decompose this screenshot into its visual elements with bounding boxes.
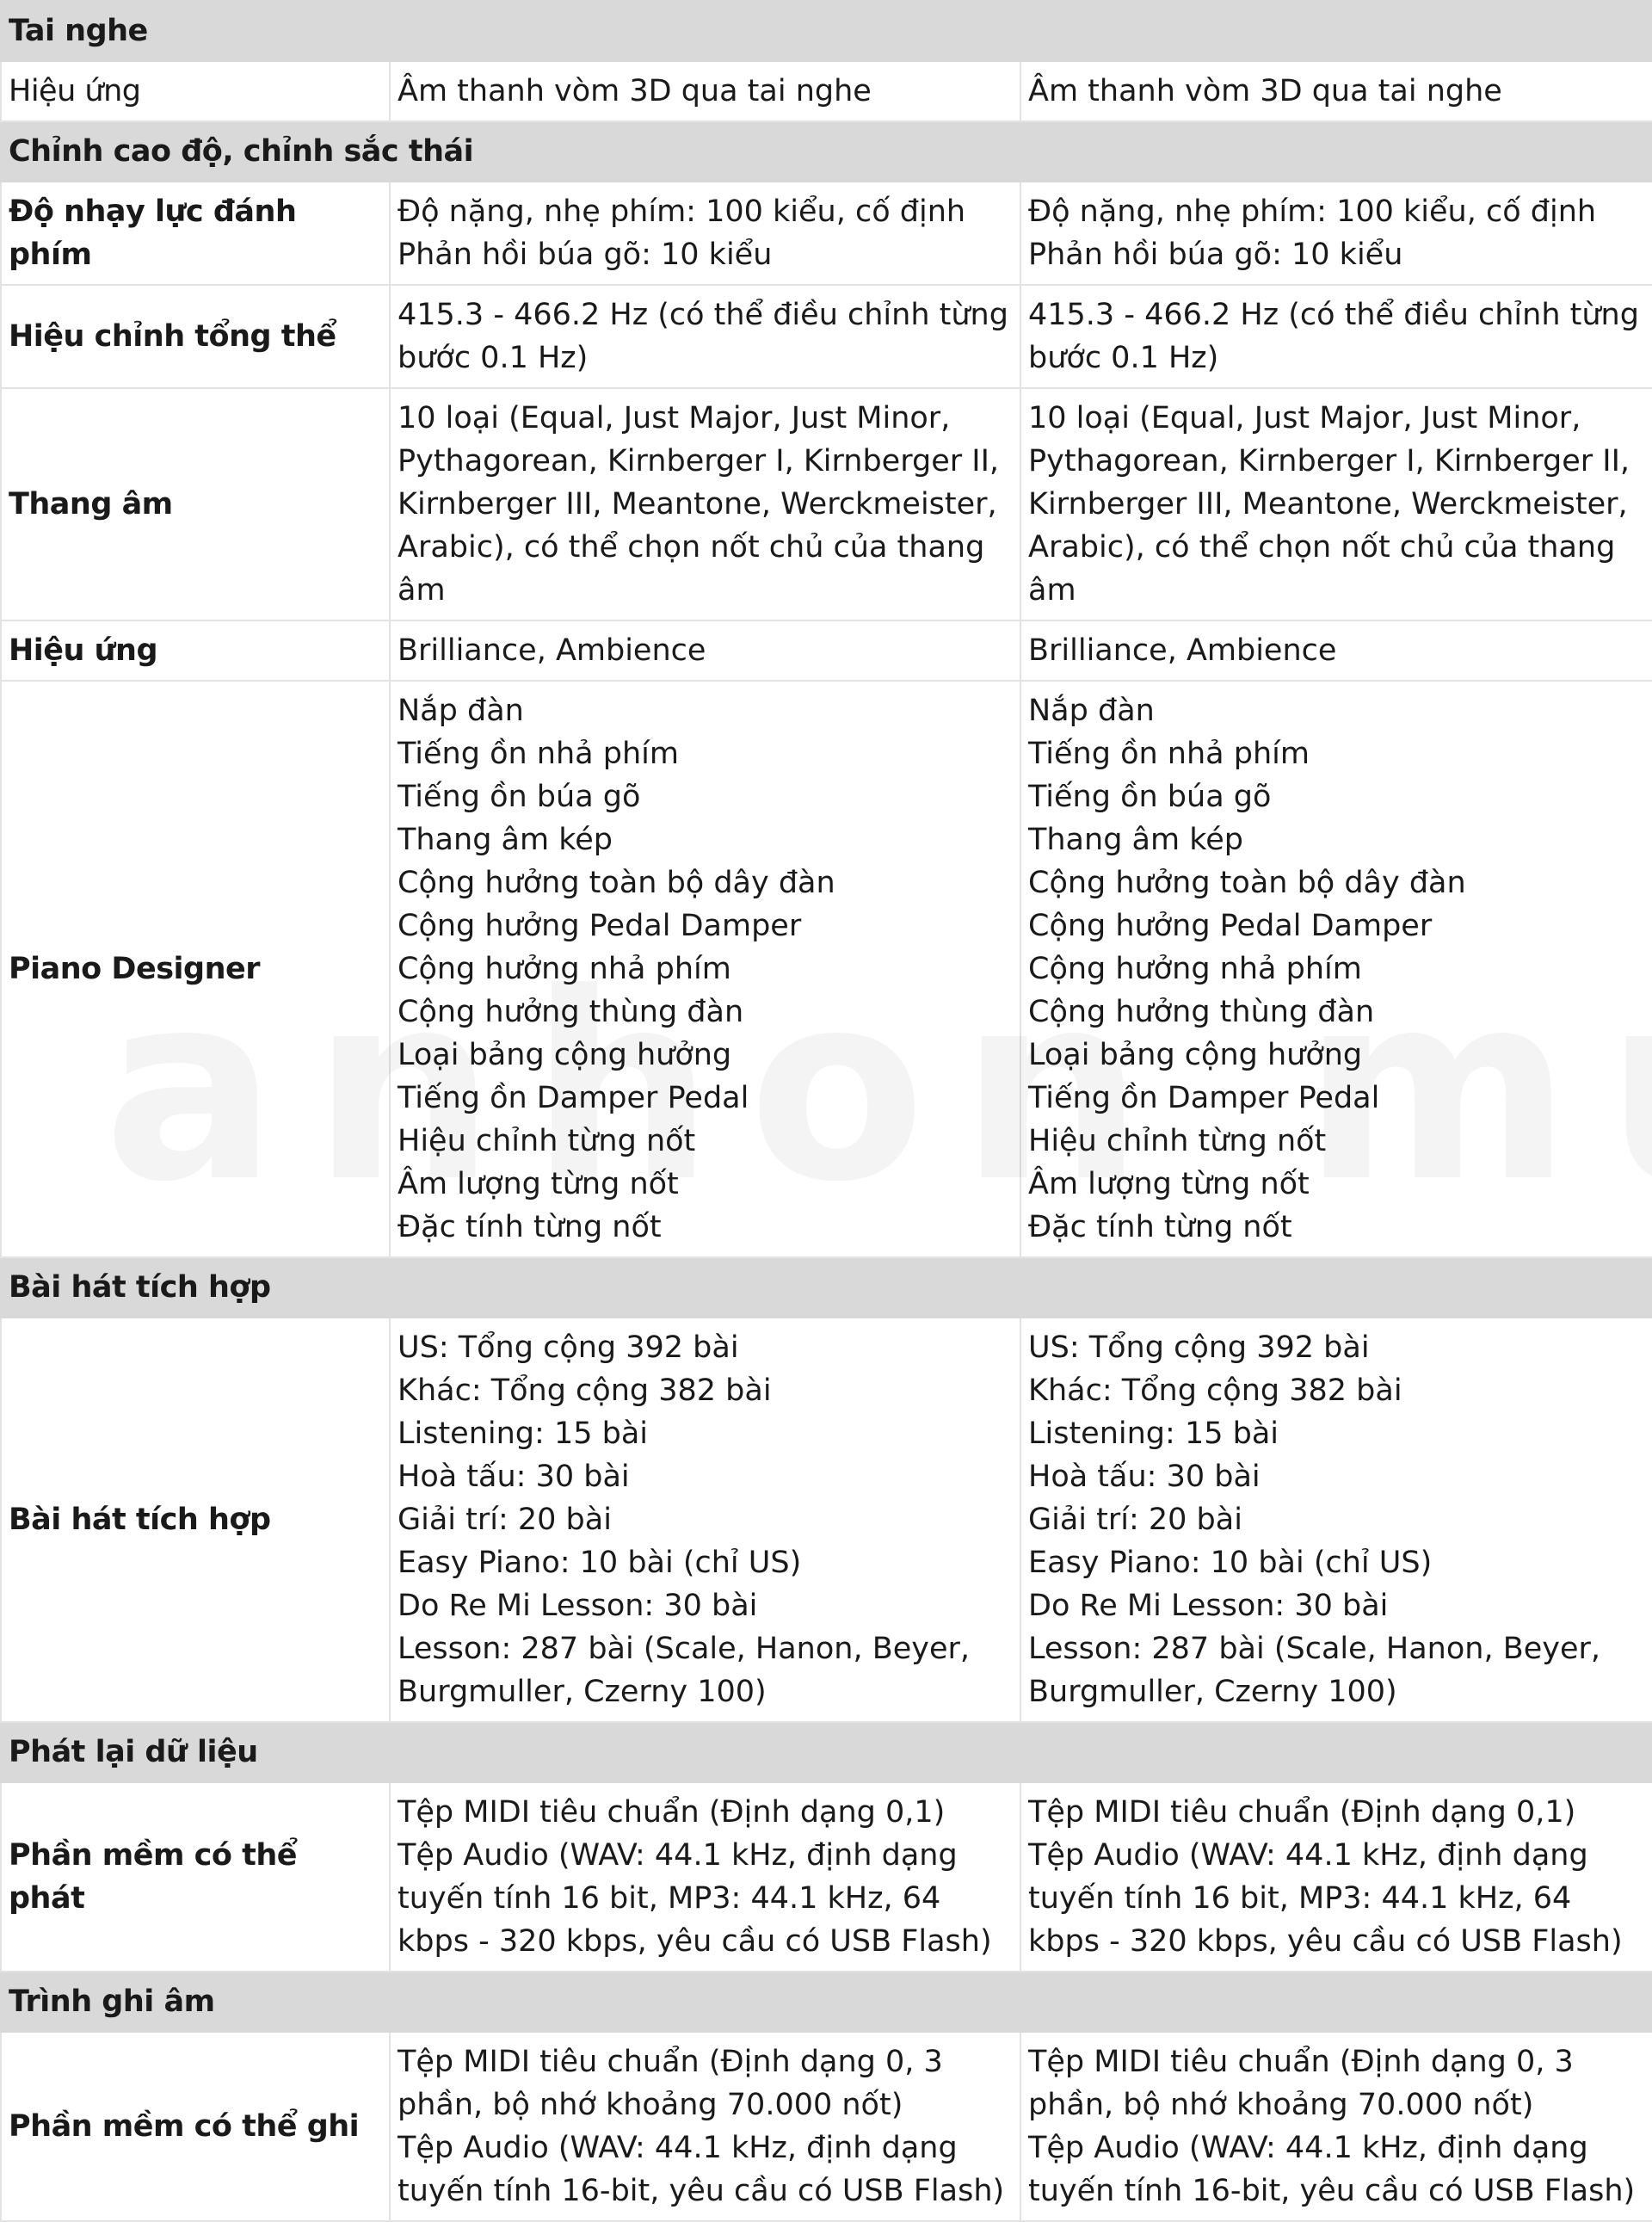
spec-value-line: US: Tổng cộng 392 bài: [1028, 1330, 1370, 1365]
spec-value-line: Cộng hưởng toàn bộ dây đàn: [1028, 866, 1466, 900]
spec-value-line: Cộng hưởng Pedal Damper: [398, 909, 802, 943]
spec-value-line: Thang âm kép: [1028, 823, 1243, 857]
spec-value-line: US: Tổng cộng 392 bài: [398, 1330, 739, 1365]
spec-value-line: Khác: Tổng cộng 382 bài: [398, 1373, 772, 1408]
section-title: Chỉnh cao độ, chỉnh sắc thái: [1, 121, 1652, 182]
spec-label: Hiệu ứng: [1, 620, 390, 681]
spec-value-line: 10 loại (Equal, Just Major, Just Minor, Pythagorean, Kirnberger I, Kirnberger II, Kirnberger III, Meantone, Werckmeister, Arabic), có thể chọn nốt chủ của thang âm: [398, 401, 1000, 608]
spec-value-model-2: [1020, 388, 1652, 620]
spec-table-body: [1, 1, 1652, 2221]
spec-value-line: Tệp Audio (WAV: 44.1 kHz, định dạng tuyến tính 16 bit, MP3: 44.1 kHz, 64 kbps - 320 kbps, yêu cầu có USB Flash): [1028, 1838, 1623, 1959]
spec-row: [1, 2032, 1652, 2221]
spec-value-line: Tệp MIDI tiêu chuẩn (Định dạng 0,1): [1028, 1795, 1576, 1830]
spec-value-model-1: [390, 1318, 1020, 1722]
spec-row: [1, 620, 1652, 681]
spec-value-line: Tiếng ồn nhả phím: [398, 737, 679, 771]
spec-value-line: Hoà tấu: 30 bài: [398, 1460, 630, 1494]
spec-value-model-2: [1020, 61, 1652, 121]
section-title: Phát lại dữ liệu: [1, 1722, 1652, 1782]
spec-row: [1, 1782, 1652, 1972]
spec-label: Độ nhạy lực đánh phím: [1, 182, 390, 285]
spec-value-line: Cộng hưởng Pedal Damper: [1028, 909, 1433, 943]
spec-value-line: Giải trí: 20 bài: [1028, 1503, 1242, 1537]
spec-value-line: Tệp MIDI tiêu chuẩn (Định dạng 0,1): [398, 1795, 946, 1830]
spec-value-line: Tiếng ồn Damper Pedal: [398, 1081, 749, 1115]
spec-value-line: 415.3 - 466.2 Hz (có thể điều chỉnh từng bước 0.1 Hz): [398, 298, 1008, 375]
spec-value-line: Giải trí: 20 bài: [398, 1503, 612, 1537]
spec-row: [1, 285, 1652, 388]
section-header-row: [1, 121, 1652, 182]
section-header-row: [1, 1972, 1652, 2032]
spec-value-line: Tệp Audio (WAV: 44.1 kHz, định dạng tuyến tính 16 bit, MP3: 44.1 kHz, 64 kbps - 320 kbps, yêu cầu có USB Flash): [398, 1838, 992, 1959]
spec-value-model-1: [390, 1782, 1020, 1972]
spec-value-line: Brilliance, Ambience: [398, 633, 706, 668]
spec-value-line: Hiệu chỉnh từng nốt: [398, 1124, 696, 1158]
spec-value-line: Cộng hưởng thùng đàn: [1028, 995, 1375, 1029]
spec-value-line: Easy Piano: 10 bài (chỉ US): [398, 1546, 802, 1580]
spec-value-line: Hiệu chỉnh từng nốt: [1028, 1124, 1327, 1158]
spec-value-line: 10 loại (Equal, Just Major, Just Minor, Pythagorean, Kirnberger I, Kirnberger II, Kirnberger III, Meantone, Werckmeister, Arabic), có thể chọn nốt chủ của thang âm: [1028, 401, 1630, 608]
spec-value-model-1: [390, 61, 1020, 121]
spec-value-line: Listening: 15 bài: [398, 1417, 648, 1451]
spec-value-line: Tệp MIDI tiêu chuẩn (Định dạng 0, 3 phần, bộ nhớ khoảng 70.000 nốt): [398, 2045, 943, 2122]
spec-value-line: Loại bảng cộng hưởng: [1028, 1038, 1363, 1072]
spec-value-line: Âm lượng từng nốt: [1028, 1167, 1310, 1201]
spec-value-line: 415.3 - 466.2 Hz (có thể điều chỉnh từng bước 0.1 Hz): [1028, 298, 1639, 375]
spec-value-model-1: [390, 388, 1020, 620]
spec-value-line: Lesson: 287 bài (Scale, Hanon, Beyer, Burgmuller, Czerny 100): [398, 1632, 971, 1709]
spec-value-line: Tiếng ồn Damper Pedal: [1028, 1081, 1380, 1115]
spec-value-line: Phản hồi búa gõ: 10 kiểu: [1028, 238, 1403, 272]
spec-label: Thang âm: [1, 388, 390, 620]
spec-value-line: Loại bảng cộng hưởng: [398, 1038, 732, 1072]
spec-value-line: Lesson: 287 bài (Scale, Hanon, Beyer, Burgmuller, Czerny 100): [1028, 1632, 1601, 1709]
spec-value-line: Tệp Audio (WAV: 44.1 kHz, định dạng tuyến tính 16-bit, yêu cầu có USB Flash): [1028, 2131, 1636, 2208]
spec-value-line: Âm thanh vòm 3D qua tai nghe: [1028, 74, 1502, 108]
spec-value-model-1: [390, 2032, 1020, 2221]
spec-value-line: Khác: Tổng cộng 382 bài: [1028, 1373, 1402, 1408]
spec-value-model-1: [390, 182, 1020, 285]
spec-value-line: Âm lượng từng nốt: [398, 1167, 679, 1201]
spec-value-line: Âm thanh vòm 3D qua tai nghe: [398, 74, 872, 108]
spec-row: [1, 182, 1652, 285]
spec-value-line: Tiếng ồn nhả phím: [1028, 737, 1310, 771]
spec-value-line: Brilliance, Ambience: [1028, 633, 1337, 668]
section-title: Tai nghe: [1, 1, 1652, 61]
spec-value-line: Đặc tính từng nốt: [1028, 1210, 1292, 1244]
spec-row: [1, 681, 1652, 1257]
spec-value-line: Cộng hưởng nhả phím: [398, 952, 731, 986]
spec-value-line: Listening: 15 bài: [1028, 1417, 1279, 1451]
spec-value-line: Đặc tính từng nốt: [398, 1210, 662, 1244]
spec-value-line: Cộng hưởng thùng đàn: [398, 995, 744, 1029]
spec-value-line: Độ nặng, nhẹ phím: 100 kiểu, cố định: [1028, 194, 1597, 229]
spec-value-model-1: [390, 620, 1020, 681]
spec-value-line: Easy Piano: 10 bài (chỉ US): [1028, 1546, 1433, 1580]
spec-value-line: Nắp đàn: [1028, 694, 1155, 728]
section-title: Trình ghi âm: [1, 1972, 1652, 2032]
spec-value-model-2: [1020, 681, 1652, 1257]
spec-label: Phần mềm có thể ghi: [1, 2032, 390, 2221]
spec-value-line: Tệp MIDI tiêu chuẩn (Định dạng 0, 3 phần, bộ nhớ khoảng 70.000 nốt): [1028, 2045, 1574, 2122]
spec-value-model-2: [1020, 620, 1652, 681]
spec-row: [1, 1318, 1652, 1722]
spec-value-line: Tiếng ồn búa gõ: [398, 780, 641, 814]
section-header-row: [1, 1722, 1652, 1782]
spec-value-line: Do Re Mi Lesson: 30 bài: [398, 1589, 758, 1623]
spec-value-model-2: [1020, 182, 1652, 285]
spec-value-model-2: [1020, 2032, 1652, 2221]
spec-row: [1, 61, 1652, 121]
spec-label: Phần mềm có thể phát: [1, 1782, 390, 1972]
spec-value-line: Hoà tấu: 30 bài: [1028, 1460, 1261, 1494]
spec-value-model-2: [1020, 1318, 1652, 1722]
spec-value-line: Nắp đàn: [398, 694, 524, 728]
spec-value-line: Cộng hưởng nhả phím: [1028, 952, 1362, 986]
spec-value-line: Phản hồi búa gõ: 10 kiểu: [398, 238, 773, 272]
spec-label: Hiệu chỉnh tổng thể: [1, 285, 390, 388]
spec-value-line: Do Re Mi Lesson: 30 bài: [1028, 1589, 1389, 1623]
spec-value-model-2: [1020, 1782, 1652, 1972]
spec-value-line: Thang âm kép: [398, 823, 613, 857]
section-header-row: [1, 1257, 1652, 1318]
spec-label: Bài hát tích hợp: [1, 1318, 390, 1722]
spec-value-line: Độ nặng, nhẹ phím: 100 kiểu, cố định: [398, 194, 966, 229]
spec-value-model-1: [390, 285, 1020, 388]
spec-value-line: Tiếng ồn búa gõ: [1028, 780, 1272, 814]
section-header-row: [1, 1, 1652, 61]
spec-value-model-1: [390, 681, 1020, 1257]
spec-value-line: Cộng hưởng toàn bộ dây đàn: [398, 866, 835, 900]
spec-row: [1, 388, 1652, 620]
spec-label: Piano Designer: [1, 681, 390, 1257]
section-title: Bài hát tích hợp: [1, 1257, 1652, 1318]
spec-label: Hiệu ứng: [1, 61, 390, 121]
spec-value-line: Tệp Audio (WAV: 44.1 kHz, định dạng tuyến tính 16-bit, yêu cầu có USB Flash): [398, 2131, 1005, 2208]
spec-value-model-2: [1020, 285, 1652, 388]
